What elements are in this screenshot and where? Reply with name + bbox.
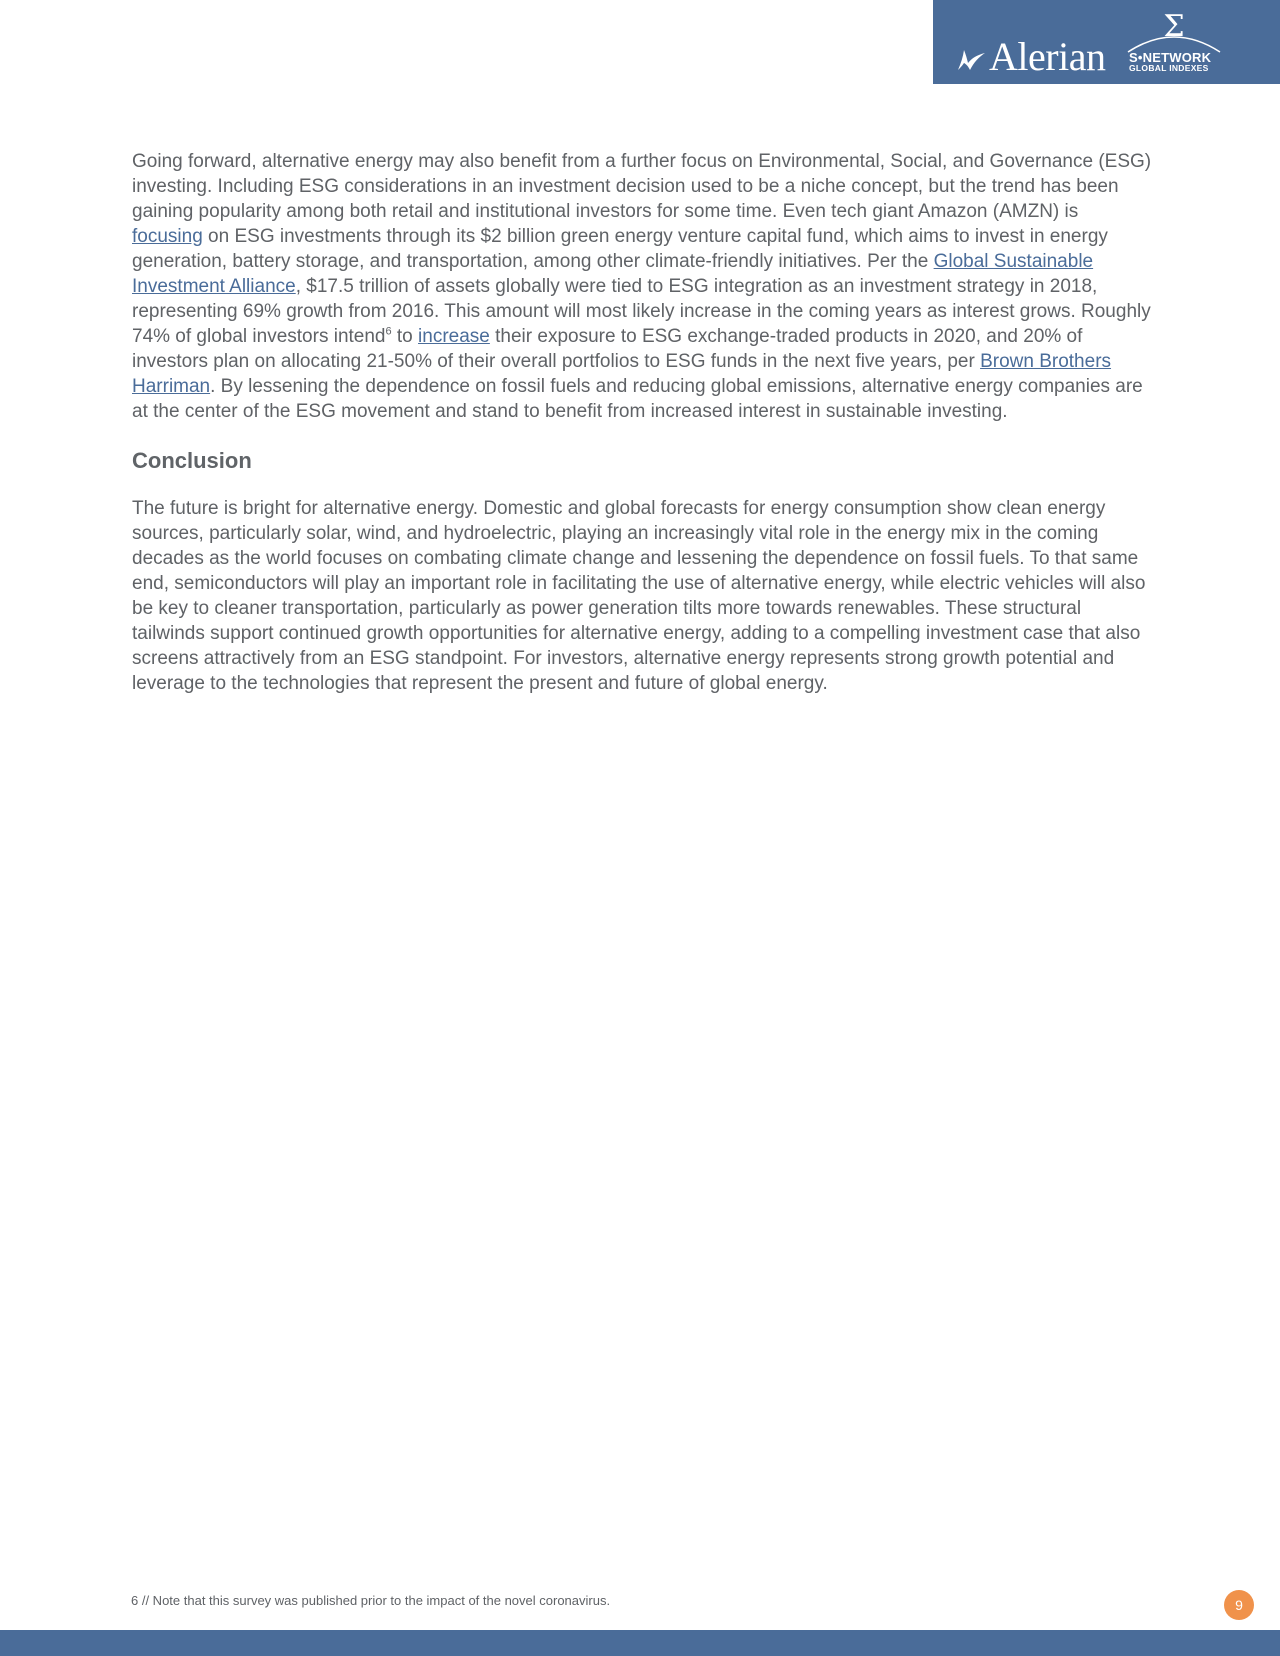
paragraph-text: Going forward, alternative energy may also benefit from a further focus on Environmental, Social, and Governance (ESG) investing. Including ESG considerations in an investment decision used to be a niche concept, but the trend has been gaining popularity among both retail and institutional investors for some time. Even tech giant Amazon (AMZN) is — [132, 151, 1152, 222]
footer-band — [0, 1630, 1280, 1656]
esg-paragraph — [132, 149, 1152, 424]
svg-text:Σ: Σ — [1163, 14, 1185, 44]
conclusion-heading: Conclusion — [132, 448, 252, 473]
snetwork-logo — [1124, 14, 1224, 74]
snetwork-subtitle: GLOBAL INDEXES — [1129, 63, 1209, 73]
paragraph-text: on ESG investments through its $2 billion green energy venture capital fund, which aims to invest in energy generation, battery storage, and transportation, among other climate-friendly initiatives. Per the — [132, 226, 1108, 272]
paragraph-text: , $17.5 trillion of assets globally were tied to ESG integration as an investment strategy in 2018, representing 69% growth from 2016. This amount will most likely increase in the coming years as interest grows. Roughly 74% of global investors intend — [132, 276, 1151, 347]
article-body — [132, 149, 1152, 696]
paragraph-text: . By lessening the dependence on fossil fuels and reducing global emissions, alternative energy companies are at the center of the ESG movement and stand to benefit from increased interest in sustainable investing. — [132, 376, 1143, 422]
gsia-link[interactable]: Global Sustainable Investment Alliance — [132, 251, 1094, 297]
alerian-logo — [955, 36, 1105, 78]
increase-link[interactable]: increase — [418, 326, 490, 347]
snetwork-name: S•NETWORK — [1129, 50, 1212, 65]
sigma-arc-icon — [1124, 14, 1224, 54]
page-number-badge: 9 — [1224, 1590, 1254, 1620]
conclusion-paragraph: The future is bright for alternative energy. Domestic and global forecasts for energy consumption show clean energy sources, particularly solar, wind, and hydroelectric, playing an increasingly vital role in the energy mix in the coming decades as the world focuses on combating climate change and lessening the dependence on fossil fuels. To that same end, semiconductors will play an important role in facilitating the use of alternative energy, while electric vehicles will also be key to cleaner transportation, particularly as power generation tilts more towards renewables. These structural tailwinds support continued growth opportunities for alternative energy, adding to a compelling investment case that also screens attractively from an ESG standpoint. For investors, alternative energy represents strong growth potential and leverage to the technologies that represent the present and future of global energy. — [132, 498, 1146, 694]
paragraph-text: their exposure to ESG exchange-traded products in 2020, and 20% of investors plan on allocating 21-50% of their overall portfolios to ESG funds in the next five years, per — [132, 326, 1083, 372]
alerian-bird-icon — [955, 41, 987, 73]
footnote-reference: 6 — [385, 325, 392, 338]
alerian-wordmark: Alerian — [989, 34, 1106, 79]
paragraph-text: to — [391, 326, 419, 347]
footnote: 6 // Note that this survey was published prior to the impact of the novel coronavirus. — [131, 1593, 611, 1608]
bbh-link[interactable]: Brown Brothers Harriman — [132, 351, 1112, 397]
focusing-link[interactable]: focusing — [132, 226, 203, 247]
